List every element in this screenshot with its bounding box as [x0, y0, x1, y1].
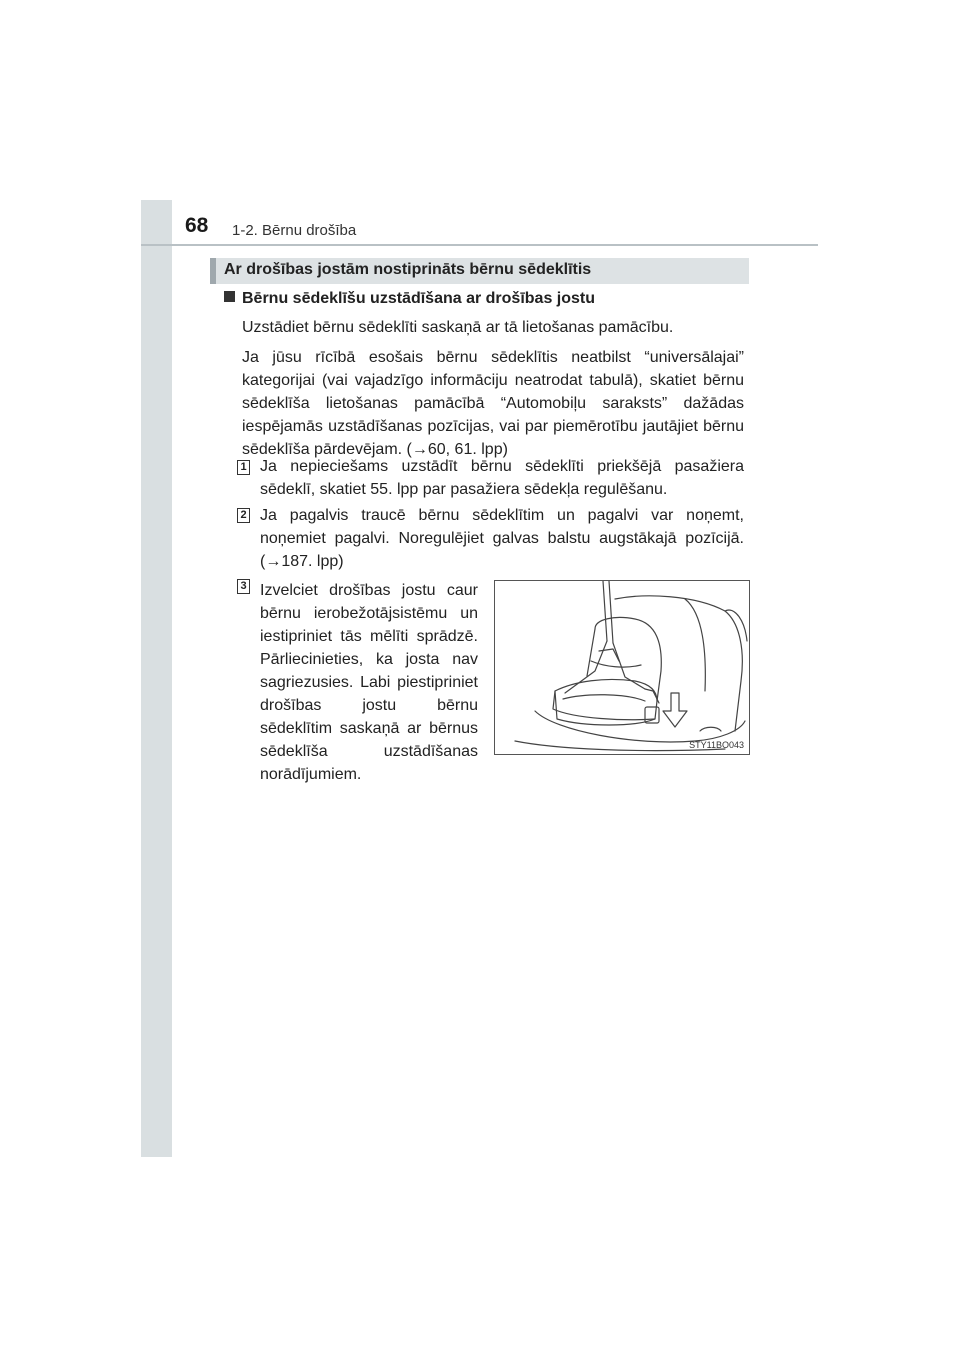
square-bullet-icon: [224, 291, 235, 302]
step-number-badge: 2: [237, 508, 250, 523]
header-divider: [141, 244, 818, 246]
paragraph-intro: Uzstādiet bērnu sēdeklīti saskaņā ar tā lietošanas pamācību.: [242, 319, 674, 336]
step-number-badge: 1: [237, 460, 250, 475]
page-number: 68: [185, 214, 209, 237]
section-title: Ar drošības jostām nostiprināts bērnu sēdeklītis: [224, 261, 592, 278]
child-seat-belt-illustration-icon: [495, 581, 751, 756]
page-sidebar-band: [141, 200, 172, 1157]
step-number-badge: 3: [237, 579, 250, 594]
child-seat-figure: [494, 580, 750, 755]
paragraph-compatibility: Ja jūsu rīcībā esošais bērnu sēdeklītis neatbilst “universālajai” kategorijai (vai vajadzīgo informāciju neatrodat tabulā), skatiet bērnu sēdeklīša lietošanas pamācībā “Automobiļu saraksts” dažādas iespējamās uzstādīšanas pozīcijas, vai par piemērotību jautājiet bērnu sēdeklīša pārdevējam. (→60, 61. lpp): [242, 349, 744, 458]
figure-code: STY11BO043: [689, 740, 744, 750]
section-reference: 1-2. Bērnu drošība: [232, 222, 357, 239]
subsection-title: Bērnu sēdeklīšu uzstādīšana ar drošības jostu: [242, 290, 595, 307]
step-text: Izvelciet drošības jostu caur bērnu ierobežotājsistēmu un iestipriniet tās mēlīti sprādzē. Pārliecinieties, ka josta nav sagriezusies. Labi piestipriniet drošības jostu bērnu sēdeklītim saskaņā ar bērnus sēdeklīša uzstādīšanas norādījumiem.: [260, 582, 478, 783]
step-text: Ja pagalvis traucē bērnu sēdeklītim un pagalvi var noņemt, noņemiet pagalvi. Noregulējiet galvas balstu augstākajā pozīcijā. (→187. lpp): [260, 507, 744, 570]
step-text: Ja nepieciešams uzstādīt bērnu sēdeklīti priekšējā pasažiera sēdeklī, skatiet 55. lpp par pasažiera sēdekļa regulēšanu.: [260, 458, 744, 498]
subsection-heading: [224, 290, 595, 308]
